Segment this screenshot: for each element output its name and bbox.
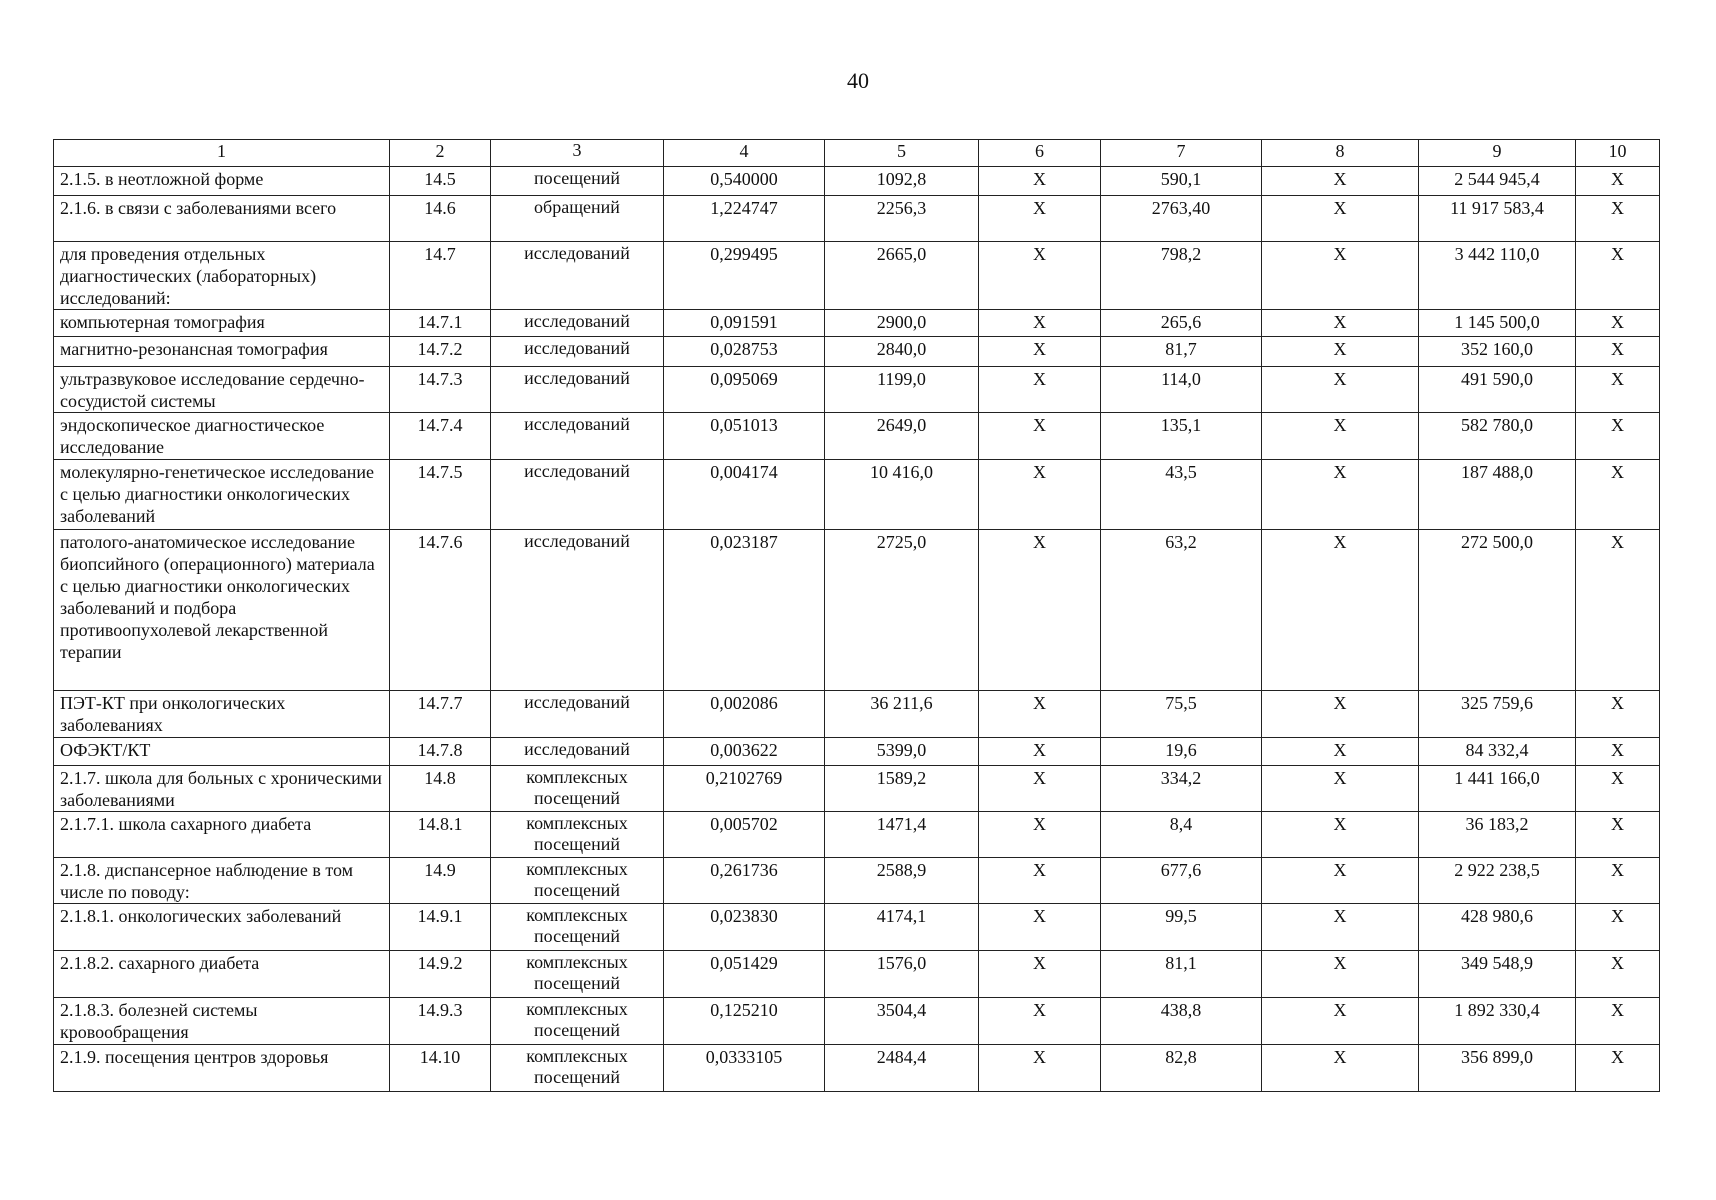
table-cell: 10 416,0 [825,460,979,530]
table-cell: 14.7.5 [390,460,491,530]
table-cell: X [1576,998,1660,1045]
table-cell: X [1262,904,1419,951]
table-cell: 2665,0 [825,242,979,310]
table-cell: 325 759,6 [1419,691,1576,738]
table-cell: компьютерная томография [54,310,390,337]
table-cell: X [1576,242,1660,310]
table-cell: 0,540000 [664,167,825,196]
table-cell: 2.1.8.1. онкологических заболеваний [54,904,390,951]
table-cell: 14.8 [390,766,491,812]
table-cell: 1 892 330,4 [1419,998,1576,1045]
header-cell: 6 [979,140,1101,167]
table-cell: X [1262,196,1419,242]
table-cell: X [979,196,1101,242]
table-cell: 14.7.6 [390,530,491,691]
table-cell: 0,002086 [664,691,825,738]
table-cell: X [1576,951,1660,998]
table-cell: 1576,0 [825,951,979,998]
table-cell: 356 899,0 [1419,1045,1576,1092]
page-number: 40 [847,68,869,93]
table-cell: 19,6 [1101,738,1262,766]
table-cell: обращений [491,196,664,242]
table-cell: X [1262,367,1419,413]
table-cell: 14.7.8 [390,738,491,766]
table-cell: 1471,4 [825,812,979,858]
table-cell: X [1262,310,1419,337]
table-cell: 14.9.2 [390,951,491,998]
table-cell: 99,5 [1101,904,1262,951]
table-row [54,242,1660,310]
table-cell: 2763,40 [1101,196,1262,242]
table-cell: X [1262,242,1419,310]
table-cell: X [1576,1045,1660,1092]
data-table [53,139,1660,1092]
table-row [54,167,1660,196]
table-cell: 438,8 [1101,998,1262,1045]
table-row [54,1045,1660,1092]
table-cell: X [1262,738,1419,766]
table-cell: 352 160,0 [1419,337,1576,367]
table-cell: 14.7.3 [390,367,491,413]
table-cell: X [1262,167,1419,196]
table-cell: ПЭТ-КТ при онкологических заболеваниях [54,691,390,738]
table-cell: 135,1 [1101,413,1262,460]
table-cell: X [1262,691,1419,738]
table-cell: 8,4 [1101,812,1262,858]
table-cell: 1,224747 [664,196,825,242]
table-cell: 1 145 500,0 [1419,310,1576,337]
table-cell: X [1262,530,1419,691]
table-cell: X [979,904,1101,951]
table-cell: 590,1 [1101,167,1262,196]
table-cell: X [1576,766,1660,812]
table-cell: для проведения отдельных диагностических (лабораторных) исследований: [54,242,390,310]
header-cell: 10 [1576,140,1660,167]
table-cell: X [1576,196,1660,242]
table-cell: 677,6 [1101,858,1262,904]
table-cell: 2725,0 [825,530,979,691]
table-cell: ультразвуковое исследование сердечно-сосудистой системы [54,367,390,413]
table-cell: X [1576,460,1660,530]
header-cell: 9 [1419,140,1576,167]
table-cell: 2256,3 [825,196,979,242]
table-cell: комплексных посещений [491,951,664,998]
table-cell: 349 548,9 [1419,951,1576,998]
table-row [54,337,1660,367]
table-cell: 334,2 [1101,766,1262,812]
table-cell: X [1262,413,1419,460]
table-cell: 14.7.7 [390,691,491,738]
table-cell: 2.1.8.3. болезней системы кровообращения [54,998,390,1045]
table-cell: X [1262,1045,1419,1092]
table-cell: X [979,691,1101,738]
table-row [54,904,1660,951]
table-cell: 1199,0 [825,367,979,413]
table-cell: 0,095069 [664,367,825,413]
table-cell: 3504,4 [825,998,979,1045]
table-cell: 2.1.9. посещения центров здоровья [54,1045,390,1092]
header-cell: 3 [491,140,664,167]
table-cell: комплексных посещений [491,766,664,812]
table-cell: 36 183,2 [1419,812,1576,858]
table-row [54,812,1660,858]
table-cell: 2649,0 [825,413,979,460]
table-cell: 1 441 166,0 [1419,766,1576,812]
table-cell: 0,023187 [664,530,825,691]
table-cell: исследований [491,530,664,691]
table-cell: исследований [491,367,664,413]
table-cell: X [979,738,1101,766]
header-row [54,140,1660,167]
table-cell: 0,299495 [664,242,825,310]
table-cell: 0,051429 [664,951,825,998]
table-cell: 2.1.5. в неотложной форме [54,167,390,196]
table-cell: 0,023830 [664,904,825,951]
header-cell: 7 [1101,140,1262,167]
table-cell: 3 442 110,0 [1419,242,1576,310]
table-cell: X [1262,337,1419,367]
table-cell: 0,003622 [664,738,825,766]
table-cell: 14.6 [390,196,491,242]
table-cell: комплексных посещений [491,812,664,858]
table-row [54,196,1660,242]
table-cell: посещений [491,167,664,196]
table-cell: X [979,367,1101,413]
table-cell: 11 917 583,4 [1419,196,1576,242]
table-cell: X [1262,858,1419,904]
table-cell: исследований [491,691,664,738]
table-cell: 43,5 [1101,460,1262,530]
table-cell: X [1576,337,1660,367]
table-cell: 4174,1 [825,904,979,951]
table-cell: X [1576,812,1660,858]
table-cell: 2.1.7.1. школа сахарного диабета [54,812,390,858]
table-cell: 2.1.8. диспансерное наблюдение в том числе по поводу: [54,858,390,904]
table-cell: 2840,0 [825,337,979,367]
table-cell: X [979,858,1101,904]
table-cell: 2.1.7. школа для больных с хроническими заболеваниями [54,766,390,812]
table-cell: X [1576,310,1660,337]
table-cell: 14.8.1 [390,812,491,858]
table-row [54,998,1660,1045]
table-cell: 2.1.8.2. сахарного диабета [54,951,390,998]
table-cell: 491 590,0 [1419,367,1576,413]
table-cell: X [1576,530,1660,691]
table-cell: 114,0 [1101,367,1262,413]
table-row [54,530,1660,691]
table-cell: 187 488,0 [1419,460,1576,530]
table-cell: X [979,413,1101,460]
header-cell: 1 [54,140,390,167]
table-cell: исследований [491,242,664,310]
table-cell: X [1262,951,1419,998]
table-cell: исследований [491,310,664,337]
table-cell: исследований [491,460,664,530]
table-cell: X [1576,691,1660,738]
header-cell: 4 [664,140,825,167]
table-cell: 81,1 [1101,951,1262,998]
table-cell: 14.7.4 [390,413,491,460]
table-cell: 0,091591 [664,310,825,337]
table-cell: 2484,4 [825,1045,979,1092]
table-cell: молекулярно-генетическое исследование с целью диагностики онкологических заболеваний [54,460,390,530]
header-cell: 8 [1262,140,1419,167]
table-cell: X [979,530,1101,691]
table-row [54,310,1660,337]
table-row [54,738,1660,766]
table-cell: X [1576,413,1660,460]
table-cell: X [979,812,1101,858]
table-cell: 81,7 [1101,337,1262,367]
table-cell: 0,005702 [664,812,825,858]
table-row [54,691,1660,738]
table-cell: 2588,9 [825,858,979,904]
table-cell: X [1576,904,1660,951]
table-cell: 63,2 [1101,530,1262,691]
table-cell: 14.10 [390,1045,491,1092]
table-cell: 82,8 [1101,1045,1262,1092]
table-cell: комплексных посещений [491,904,664,951]
table-row [54,460,1660,530]
table-cell: 0,051013 [664,413,825,460]
table-cell: X [1262,460,1419,530]
table-cell: X [979,242,1101,310]
table-cell: X [979,310,1101,337]
table-cell: X [979,337,1101,367]
table-cell: X [1262,812,1419,858]
table-cell: 0,2102769 [664,766,825,812]
table-cell: 798,2 [1101,242,1262,310]
table-cell: X [1576,738,1660,766]
table-cell: 0,0333105 [664,1045,825,1092]
table-cell: исследований [491,738,664,766]
table-cell: X [1576,167,1660,196]
table-cell: X [1576,367,1660,413]
table-cell: X [979,1045,1101,1092]
table-cell: 84 332,4 [1419,738,1576,766]
table-cell: 0,004174 [664,460,825,530]
table-cell: 14.9.1 [390,904,491,951]
table-cell: 14.5 [390,167,491,196]
table-cell: патолого-анатомическое исследование биопсийного (операционного) материала с целью диагностики онкологических заболеваний и подбора противоопухолевой лекарственной терапии [54,530,390,691]
header-cell: 5 [825,140,979,167]
table-cell: 0,261736 [664,858,825,904]
table-row [54,766,1660,812]
table-body [54,140,1660,1092]
table-cell: 36 211,6 [825,691,979,738]
table-cell: комплексных посещений [491,858,664,904]
table-cell: эндоскопическое диагностическое исследование [54,413,390,460]
table-cell: комплексных посещений [491,1045,664,1092]
table-cell: 2 544 945,4 [1419,167,1576,196]
table-cell: 265,6 [1101,310,1262,337]
table-cell: 14.9.3 [390,998,491,1045]
table-cell: ОФЭКТ/КТ [54,738,390,766]
table-cell: 75,5 [1101,691,1262,738]
table-cell: 14.7.2 [390,337,491,367]
table-cell: 2.1.6. в связи с заболеваниями всего [54,196,390,242]
table-cell: магнитно-резонансная томография [54,337,390,367]
table-row [54,951,1660,998]
table-cell: комплексных посещений [491,998,664,1045]
table-cell: 2900,0 [825,310,979,337]
table-cell: X [979,460,1101,530]
table-cell: 2 922 238,5 [1419,858,1576,904]
table-cell: 5399,0 [825,738,979,766]
table-cell: X [979,951,1101,998]
table-cell: 1092,8 [825,167,979,196]
table-cell: X [979,766,1101,812]
table-cell: 582 780,0 [1419,413,1576,460]
header-cell: 2 [390,140,491,167]
table-cell: 1589,2 [825,766,979,812]
table-cell: X [1576,858,1660,904]
table-cell: X [979,998,1101,1045]
table-cell: 14.9 [390,858,491,904]
table-row [54,858,1660,904]
table-cell: 0,125210 [664,998,825,1045]
table-cell: исследований [491,413,664,460]
table-cell: X [1262,998,1419,1045]
table-row [54,367,1660,413]
table-cell: 14.7 [390,242,491,310]
table-cell: 0,028753 [664,337,825,367]
table-row [54,413,1660,460]
table-cell: 272 500,0 [1419,530,1576,691]
table-cell: 14.7.1 [390,310,491,337]
table-cell: исследований [491,337,664,367]
table-cell: X [1262,766,1419,812]
table-cell: 428 980,6 [1419,904,1576,951]
table-cell: X [979,167,1101,196]
